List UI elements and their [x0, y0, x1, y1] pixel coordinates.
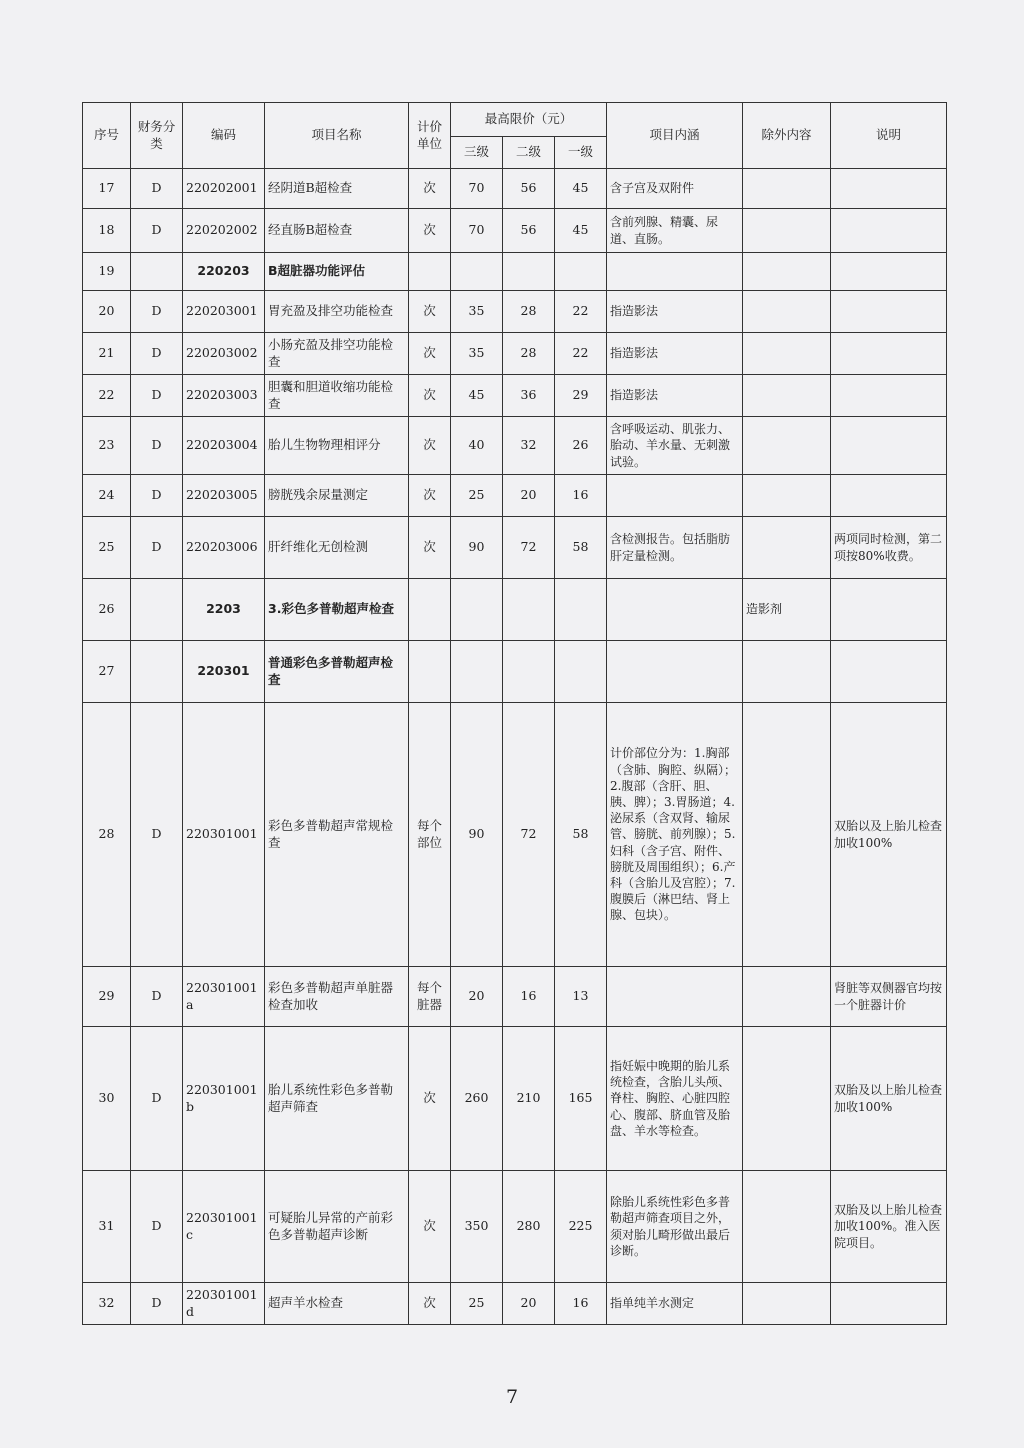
row-item-name: 胎儿系统性彩色多普勒超声筛查 [265, 1027, 409, 1171]
table-row [83, 1027, 947, 1171]
row-exclusion [743, 209, 831, 253]
row-note [831, 169, 947, 209]
row-item-name: 膀胱残余尿量测定 [265, 475, 409, 517]
row-note [831, 475, 947, 517]
row-fin-category: D [131, 209, 183, 253]
header-exclusion: 除外内容 [743, 103, 831, 169]
row-note: 双胎及以上胎儿检查加收100% [831, 1027, 947, 1171]
row-unit [409, 253, 451, 291]
row-price-level1: 29 [555, 375, 607, 417]
row-exclusion: 造影剂 [743, 579, 831, 641]
header-code: 编码 [183, 103, 265, 169]
row-content: 指造影法 [607, 333, 743, 375]
header-unit: 计价单位 [409, 103, 451, 169]
header-item-name: 项目名称 [265, 103, 409, 169]
row-unit: 每个部位 [409, 703, 451, 967]
table-body [83, 169, 947, 1325]
row-item-name: 3.彩色多普勒超声检查 [265, 579, 409, 641]
row-seq: 26 [83, 579, 131, 641]
row-content: 指单纯羊水测定 [607, 1283, 743, 1325]
row-price-level1: 13 [555, 967, 607, 1027]
header-level3: 三级 [451, 137, 503, 169]
row-price-level3: 350 [451, 1171, 503, 1283]
row-code: 220301001b [183, 1027, 265, 1171]
row-price-level3 [451, 579, 503, 641]
row-unit: 次 [409, 209, 451, 253]
row-fin-category: D [131, 291, 183, 333]
row-fin-category: D [131, 1171, 183, 1283]
table-row [83, 641, 947, 703]
row-price-level2: 210 [503, 1027, 555, 1171]
row-price-level2: 280 [503, 1171, 555, 1283]
row-price-level2: 20 [503, 475, 555, 517]
table-row [83, 579, 947, 641]
table-row [83, 1283, 947, 1325]
row-code: 220301001d [183, 1283, 265, 1325]
row-price-level2 [503, 579, 555, 641]
row-unit [409, 579, 451, 641]
row-price-level3: 40 [451, 417, 503, 475]
row-price-level3: 70 [451, 169, 503, 209]
row-unit: 次 [409, 417, 451, 475]
row-price-level2: 32 [503, 417, 555, 475]
row-price-level3: 90 [451, 703, 503, 967]
row-fin-category: D [131, 967, 183, 1027]
table-row [83, 703, 947, 967]
row-exclusion [743, 169, 831, 209]
row-note: 两项同时检测，第二项按80%收费。 [831, 517, 947, 579]
table-row [83, 333, 947, 375]
row-note: 双胎以及上胎儿检查加收100% [831, 703, 947, 967]
row-code: 220203006 [183, 517, 265, 579]
row-fin-category: D [131, 333, 183, 375]
row-price-level3 [451, 641, 503, 703]
row-fin-category: D [131, 1283, 183, 1325]
row-content: 指造影法 [607, 291, 743, 333]
row-price-level3: 90 [451, 517, 503, 579]
row-code: 220301001c [183, 1171, 265, 1283]
row-exclusion [743, 417, 831, 475]
row-price-level3: 20 [451, 967, 503, 1027]
header-max-price: 最高限价（元） [451, 103, 607, 137]
row-seq: 19 [83, 253, 131, 291]
row-exclusion [743, 475, 831, 517]
row-content [607, 475, 743, 517]
row-note [831, 641, 947, 703]
row-note [831, 209, 947, 253]
row-fin-category [131, 579, 183, 641]
row-exclusion [743, 517, 831, 579]
row-code: 220203002 [183, 333, 265, 375]
row-content: 含子宫及双附件 [607, 169, 743, 209]
row-item-name: 胃充盈及排空功能检查 [265, 291, 409, 333]
row-code: 220203003 [183, 375, 265, 417]
row-seq: 18 [83, 209, 131, 253]
row-code: 220203004 [183, 417, 265, 475]
row-code: 220301001 [183, 703, 265, 967]
row-note [831, 1283, 947, 1325]
row-fin-category: D [131, 475, 183, 517]
row-unit: 次 [409, 169, 451, 209]
row-content [607, 579, 743, 641]
row-exclusion [743, 1027, 831, 1171]
row-fin-category: D [131, 375, 183, 417]
page-number: 7 [505, 1386, 519, 1408]
row-fin-category: D [131, 703, 183, 967]
row-item-name: 普通彩色多普勒超声检查 [265, 641, 409, 703]
row-price-level1: 58 [555, 703, 607, 967]
row-note: 双胎及以上胎儿检查加收100%。准入医院项目。 [831, 1171, 947, 1283]
row-price-level3: 45 [451, 375, 503, 417]
row-content: 含前列腺、精囊、尿道、直肠。 [607, 209, 743, 253]
row-content: 含检测报告。包括脂肪肝定量检测。 [607, 517, 743, 579]
row-note [831, 579, 947, 641]
row-item-name: 彩色多普勒超声常规检查 [265, 703, 409, 967]
row-seq: 20 [83, 291, 131, 333]
row-note [831, 291, 947, 333]
table-row [83, 475, 947, 517]
row-seq: 32 [83, 1283, 131, 1325]
row-content: 指妊娠中晚期的胎儿系统检查，含胎儿头颅、脊柱、胸腔、心脏四腔心、腹部、脐血管及胎盘、羊水等检查。 [607, 1027, 743, 1171]
table-row [83, 375, 947, 417]
header-level2: 二级 [503, 137, 555, 169]
row-note [831, 417, 947, 475]
row-price-level1 [555, 253, 607, 291]
header-note: 说明 [831, 103, 947, 169]
row-price-level3: 35 [451, 291, 503, 333]
row-item-name: 肝纤维化无创检测 [265, 517, 409, 579]
row-note [831, 375, 947, 417]
row-price-level2: 28 [503, 291, 555, 333]
row-content [607, 641, 743, 703]
row-price-level1: 16 [555, 1283, 607, 1325]
row-code: 2203 [183, 579, 265, 641]
row-price-level3: 25 [451, 475, 503, 517]
row-unit [409, 641, 451, 703]
row-unit: 次 [409, 1027, 451, 1171]
row-seq: 27 [83, 641, 131, 703]
row-price-level2: 56 [503, 169, 555, 209]
row-seq: 21 [83, 333, 131, 375]
row-code: 220202001 [183, 169, 265, 209]
row-fin-category: D [131, 1027, 183, 1171]
row-item-name: 彩色多普勒超声单脏器检查加收 [265, 967, 409, 1027]
row-price-level3: 25 [451, 1283, 503, 1325]
row-note [831, 253, 947, 291]
row-fin-category [131, 641, 183, 703]
row-price-level1: 165 [555, 1027, 607, 1171]
row-code: 220301001a [183, 967, 265, 1027]
header-content: 项目内涵 [607, 103, 743, 169]
row-seq: 23 [83, 417, 131, 475]
row-price-level1: 45 [555, 209, 607, 253]
row-price-level1: 22 [555, 291, 607, 333]
row-seq: 28 [83, 703, 131, 967]
row-price-level1 [555, 579, 607, 641]
row-item-name: B超脏器功能评估 [265, 253, 409, 291]
row-content [607, 253, 743, 291]
row-unit: 次 [409, 475, 451, 517]
row-price-level2: 56 [503, 209, 555, 253]
row-unit: 次 [409, 375, 451, 417]
row-price-level2 [503, 253, 555, 291]
row-exclusion [743, 1283, 831, 1325]
row-price-level1: 45 [555, 169, 607, 209]
row-exclusion [743, 333, 831, 375]
table-row [83, 417, 947, 475]
row-content: 含呼吸运动、肌张力、胎动、羊水量、无刺激试验。 [607, 417, 743, 475]
row-price-level2: 72 [503, 517, 555, 579]
row-unit: 次 [409, 333, 451, 375]
table-row [83, 169, 947, 209]
header-level1: 一级 [555, 137, 607, 169]
row-code: 220301 [183, 641, 265, 703]
row-fin-category: D [131, 169, 183, 209]
row-exclusion [743, 641, 831, 703]
row-seq: 25 [83, 517, 131, 579]
row-unit: 次 [409, 517, 451, 579]
row-exclusion [743, 291, 831, 333]
row-unit: 次 [409, 1171, 451, 1283]
row-seq: 22 [83, 375, 131, 417]
row-price-level2: 36 [503, 375, 555, 417]
row-seq: 31 [83, 1171, 131, 1283]
header-fin-category: 财务分类 [131, 103, 183, 169]
row-price-level2: 20 [503, 1283, 555, 1325]
row-price-level1: 26 [555, 417, 607, 475]
row-price-level2: 28 [503, 333, 555, 375]
row-item-name: 小肠充盈及排空功能检查 [265, 333, 409, 375]
row-price-level1: 58 [555, 517, 607, 579]
table-row [83, 517, 947, 579]
row-fin-category: D [131, 417, 183, 475]
fee-schedule-table [82, 102, 947, 1325]
row-fin-category [131, 253, 183, 291]
row-seq: 29 [83, 967, 131, 1027]
row-seq: 24 [83, 475, 131, 517]
row-price-level3: 35 [451, 333, 503, 375]
row-price-level2: 16 [503, 967, 555, 1027]
row-item-name: 经直肠B超检查 [265, 209, 409, 253]
row-price-level3 [451, 253, 503, 291]
row-unit: 每个脏器 [409, 967, 451, 1027]
table-row [83, 1171, 947, 1283]
row-code: 220202002 [183, 209, 265, 253]
row-code: 220203005 [183, 475, 265, 517]
row-code: 220203 [183, 253, 265, 291]
table-row [83, 967, 947, 1027]
row-price-level3: 70 [451, 209, 503, 253]
row-price-level1: 22 [555, 333, 607, 375]
row-price-level1: 225 [555, 1171, 607, 1283]
table-row [83, 209, 947, 253]
row-content: 计价部位分为：1.胸部（含肺、胸腔、纵隔）；2.腹部（含肝、胆、胰、脾）；3.胃肠道；4.泌尿系（含双肾、输尿管、膀胱、前列腺）；5.妇科（含子宫、附件、膀胱及周围组织）；6.产科（含胎儿及宫腔）；7.腹膜后（淋巴结、肾上腺、包块）。 [607, 703, 743, 967]
row-price-level3: 260 [451, 1027, 503, 1171]
row-item-name: 可疑胎儿异常的产前彩色多普勒超声诊断 [265, 1171, 409, 1283]
row-price-level1: 16 [555, 475, 607, 517]
row-item-name: 经阴道B超检查 [265, 169, 409, 209]
header-seq: 序号 [83, 103, 131, 169]
row-content: 指造影法 [607, 375, 743, 417]
row-unit: 次 [409, 1283, 451, 1325]
row-fin-category: D [131, 517, 183, 579]
row-unit: 次 [409, 291, 451, 333]
row-content: 除胎儿系统性彩色多普勒超声筛查项目之外，须对胎儿畸形做出最后诊断。 [607, 1171, 743, 1283]
row-content [607, 967, 743, 1027]
row-seq: 17 [83, 169, 131, 209]
row-item-name: 超声羊水检查 [265, 1283, 409, 1325]
row-exclusion [743, 703, 831, 967]
row-seq: 30 [83, 1027, 131, 1171]
row-note: 肾脏等双侧器官均按一个脏器计价 [831, 967, 947, 1027]
table-row [83, 253, 947, 291]
row-price-level1 [555, 641, 607, 703]
row-note [831, 333, 947, 375]
row-exclusion [743, 375, 831, 417]
row-code: 220203001 [183, 291, 265, 333]
row-exclusion [743, 253, 831, 291]
row-price-level2: 72 [503, 703, 555, 967]
row-exclusion [743, 967, 831, 1027]
row-exclusion [743, 1171, 831, 1283]
row-item-name: 胎儿生物物理相评分 [265, 417, 409, 475]
row-price-level2 [503, 641, 555, 703]
table-row [83, 291, 947, 333]
row-item-name: 胆囊和胆道收缩功能检查 [265, 375, 409, 417]
